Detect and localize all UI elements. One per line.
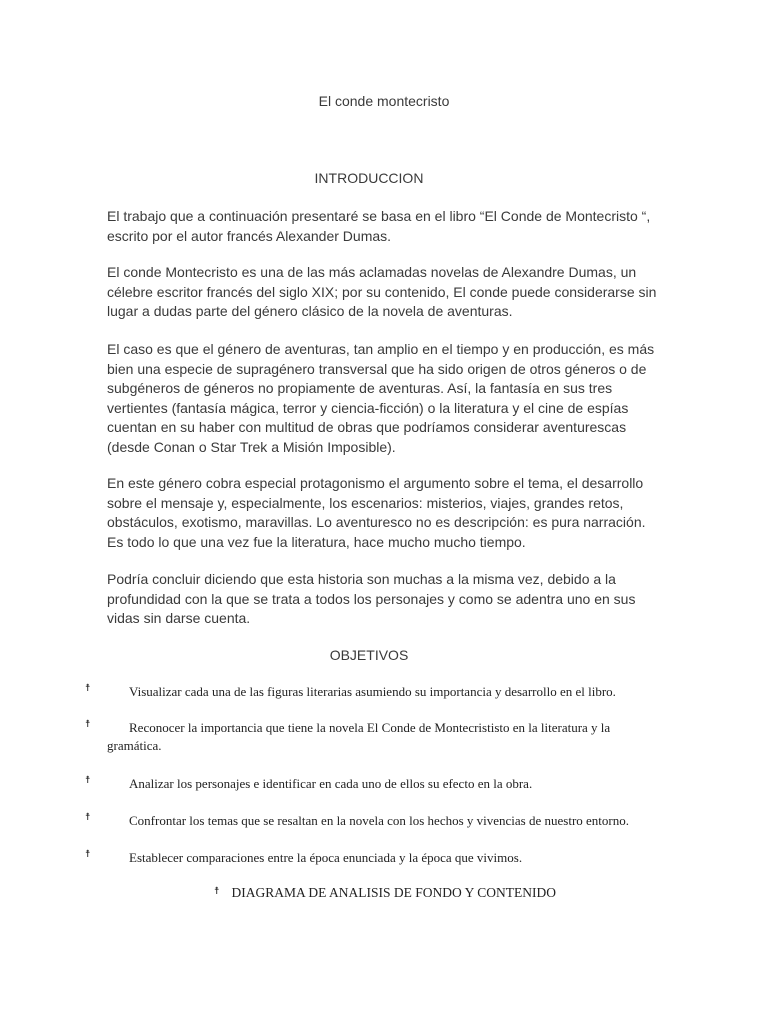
objective-text: Confrontar los temas que se resaltan en la novela con los hechos y vivencias de nuestro entorno. (129, 813, 629, 828)
objective-text: Visualizar cada una de las figuras literarias asumiendo su importancia y desarrollo en el libro. (129, 684, 616, 699)
cross-bullet-icon: ☨ (85, 775, 91, 786)
intro-paragraph-5: Podría concluir diciendo que esta historia son muchas a la misma vez, debido a la profundidad con la que se trata a todos los personajes y como se adentra uno en sus vidas sin darse cuenta. (107, 571, 636, 626)
intro-paragraph-1: El trabajo que a continuación presentaré se basa en el libro “El Conde de Montecristo “, escrito por el autor francés Alexander Dumas. (107, 208, 651, 244)
objective-text: Analizar los personajes e identificar en cada uno de ellos su efecto en la obra. (129, 776, 533, 791)
introduction-heading: INTRODUCCION (314, 170, 424, 186)
cross-bullet-icon: ☨ (85, 849, 91, 860)
cross-bullet-icon: ☨ (85, 683, 91, 694)
intro-paragraph-2: El conde Montecristo es una de las más aclamadas novelas de Alexandre Dumas, un célebre escritor francés del siglo XIX; por su contenido, El conde puede considerarse sin lugar a dudas parte del género clásico de la novela de aventuras. (107, 264, 657, 319)
cross-bullet-icon: ☨ (85, 812, 91, 823)
objective-item (85, 719, 667, 755)
final-heading (214, 885, 556, 901)
objective-text: Establecer comparaciones entre la época enunciada y la época que vivimos. (129, 850, 523, 865)
document-title: El conde montecristo (318, 93, 450, 109)
objective-item (85, 775, 667, 793)
objective-text: Reconocer la importancia que tiene la novela El Conde de Montecrististo en la literatura y la gramática. (107, 720, 611, 753)
intro-paragraph-3: El caso es que el género de aventuras, tan amplio en el tiempo y en producción, es más bien una especie de supragénero transversal que ha sido origen de otros géneros o de subgéneros de géneros no propiamente de aventuras. Así, la fantasía en sus tres vertientes (fantasía mágica, terror y ciencia-ficción) o la literatura y el cine de espías cuentan en su haber con multitud de obras que podríamos considerar aventurescas (desde Conan o Star Trek a Misión Imposible). (107, 341, 655, 455)
cross-bullet-icon: ☨ (85, 719, 91, 730)
objective-item (85, 683, 667, 701)
cross-bullet-icon: ☨ (214, 886, 220, 897)
objectives-heading: OBJETIVOS (329, 647, 409, 663)
intro-paragraph-4: En este género cobra especial protagonismo el argumento sobre el tema, el desarrollo sobre el mensaje y, especialmente, los escenarios: misterios, viajes, grandes retos, obstáculos, exotismo, maravillas. Lo aventuresco no es descripción: es pura narración. Es todo lo que una vez fue la literatura, hace mucho mucho tiempo. (107, 475, 646, 550)
objective-item (85, 812, 667, 830)
final-heading-text: DIAGRAMA DE ANALISIS DE FONDO Y CONTENIDO (231, 885, 556, 900)
objective-item (85, 849, 667, 867)
